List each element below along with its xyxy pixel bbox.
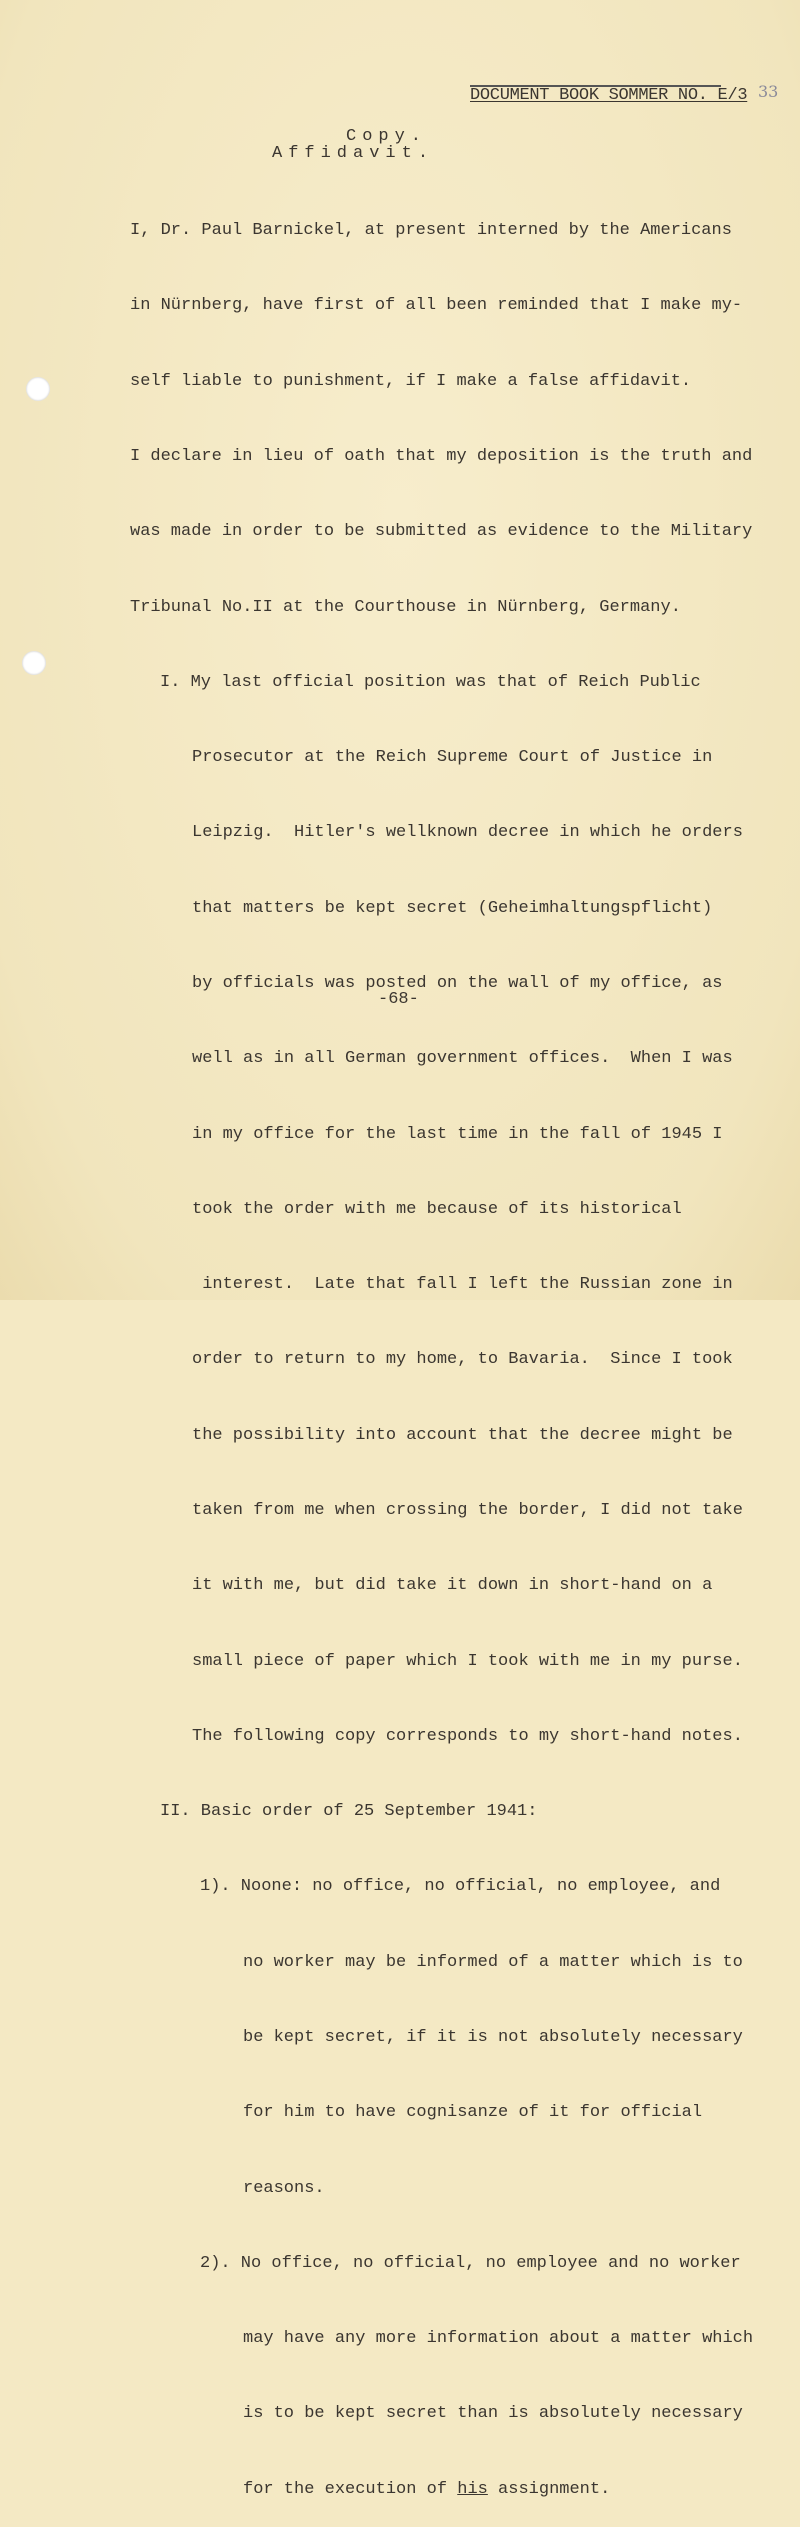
punch-hole	[26, 377, 50, 401]
text-line: Tribunal No.II at the Courthouse in Nürnberg, Germany.	[130, 597, 681, 617]
text-line: interest. Late that fall I left the Russian zone in	[192, 1275, 733, 1295]
text-line	[130, 2477, 753, 2502]
document-reference	[470, 86, 747, 105]
text-line: is to be kept secret than is absolutely necessary	[243, 2404, 743, 2424]
text-line: in my office for the last time in the fall of 1945 I	[192, 1124, 723, 1144]
text-line: in Nürnberg, have first of all been reminded that I make my-	[130, 296, 743, 316]
handwritten-page-number: 33	[758, 82, 779, 101]
text-line: no worker may be informed of a matter which is to	[243, 1952, 743, 1972]
copy-heading: Copy.	[346, 127, 428, 146]
text-segment: assignment.	[487, 2479, 611, 2499]
text-line: the possibility into account that the decree might be	[192, 1425, 733, 1445]
page-number: -68-	[378, 990, 419, 1009]
item-1-line: 1). Noone: no office, no official, no employee, and	[200, 1877, 721, 1897]
text-line: well as in all German government offices. When I was	[192, 1049, 733, 1069]
text-line: self liable to punishment, if I make a false affidavit.	[130, 371, 692, 391]
text-line: that matters be kept secret (Geheimhaltungspflicht)	[192, 898, 713, 918]
text-line: I, Dr. Paul Barnickel, at present interned by the Americans	[130, 221, 732, 241]
text-line: The following copy corresponds to my short-hand notes.	[192, 1726, 743, 1746]
text-line: I declare in lieu of oath that my deposition is the truth and	[130, 447, 753, 467]
section-ii-line: II. Basic order of 25 September 1941:	[160, 1802, 538, 1822]
text-line: took the order with me because of its historical	[192, 1199, 682, 1219]
text-line: Prosecutor at the Reich Supreme Court of Justice in	[192, 748, 713, 768]
text-segment: for the execution of	[243, 2479, 458, 2499]
text-line: by officials was posted on the wall of my office, as	[192, 974, 723, 993]
underlined-word: his	[457, 2479, 488, 2499]
document-reference-text: DOCUMENT BOOK SOMMER NO. E/3	[470, 86, 748, 105]
text-line: was made in order to be submitted as evidence to the Military	[130, 522, 753, 542]
affidavit-body	[130, 168, 753, 2527]
text-line: Leipzig. Hitler's wellknown decree in which he orders	[192, 823, 743, 843]
affidavit-heading: Affidavit.	[272, 144, 435, 163]
text-line: may have any more information about a matter which	[243, 2329, 754, 2349]
section-i-line: I. My last official position was that of Reich Public	[160, 672, 701, 692]
punch-hole	[22, 651, 46, 675]
text-line: for him to have cognisanze of it for official	[243, 2103, 703, 2123]
text-line: order to return to my home, to Bavaria. Since I took	[192, 1350, 733, 1370]
text-line: taken from me when crossing the border, I did not take	[192, 1500, 743, 1520]
text-line: reasons.	[243, 2178, 325, 2198]
text-line: be kept secret, if it is not absolutely necessary	[243, 2027, 743, 2047]
text-line: it with me, but did take it down in short-hand on a	[192, 1576, 713, 1596]
item-2-line: 2). No office, no official, no employee and no worker	[200, 2253, 741, 2273]
text-line: small piece of paper which I took with me in my purse.	[192, 1651, 743, 1671]
